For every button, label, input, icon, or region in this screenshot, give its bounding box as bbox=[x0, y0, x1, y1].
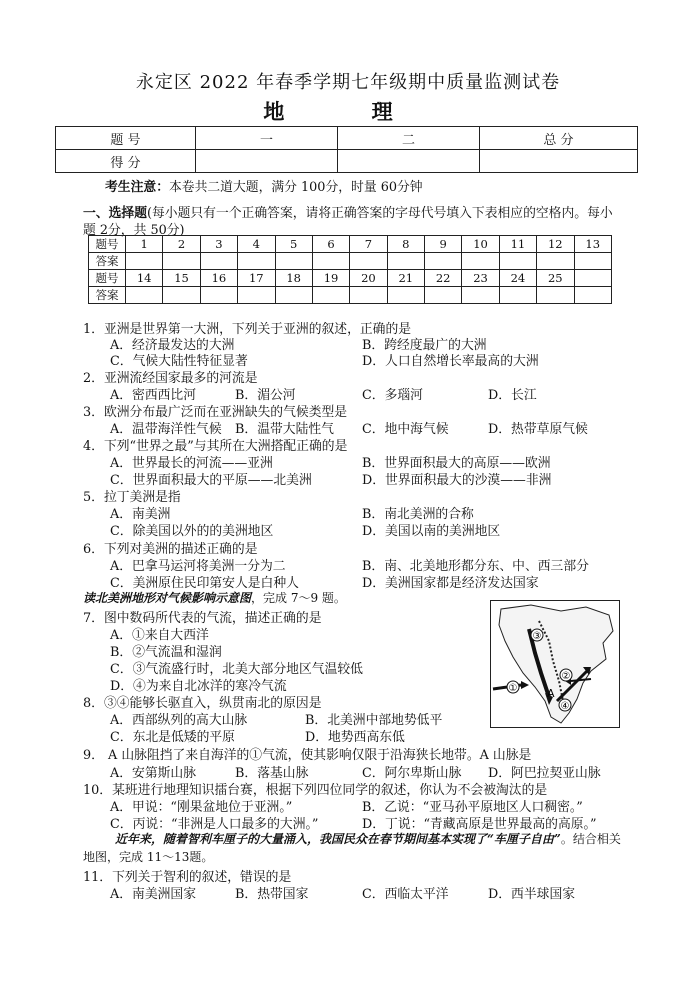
question-stem: 10．某班进行地理知识擂台赛，根据下列四位同学的叙述，你认为不会被淘汰的是 bbox=[83, 783, 548, 798]
answer-cell[interactable] bbox=[462, 287, 499, 304]
score-row-values bbox=[56, 150, 638, 173]
answer-cell[interactable] bbox=[312, 287, 349, 304]
answer-cell[interactable] bbox=[350, 287, 387, 304]
score-cell: 总 分 bbox=[480, 127, 638, 150]
option[interactable]: B．②气流温和湿润 bbox=[110, 645, 222, 660]
option[interactable]: A．密西西比河 bbox=[110, 388, 197, 403]
option[interactable]: B．湄公河 bbox=[235, 388, 296, 403]
exam-notice bbox=[105, 176, 423, 195]
answer-cell[interactable] bbox=[275, 287, 312, 304]
question-stem: 8．③④能够长驱直入，纵贯南北的原因是 bbox=[83, 696, 322, 711]
option[interactable]: B．南北美洲的合称 bbox=[362, 507, 474, 522]
question-stem: 5．拉丁美洲是指 bbox=[83, 490, 181, 505]
instruction-rest: 。结合相关地图，完成 11～13题。 bbox=[83, 832, 621, 864]
question-number-cell: 12 bbox=[537, 236, 574, 253]
option[interactable]: C．多瑙河 bbox=[362, 388, 423, 403]
option[interactable]: B．世界面积最大的高原——欧洲 bbox=[362, 456, 551, 471]
option[interactable]: B．跨经度最广的大洲 bbox=[362, 338, 487, 353]
answer-cell[interactable] bbox=[126, 253, 163, 270]
option[interactable]: C．气候大陆性特征显著 bbox=[110, 354, 248, 369]
score-row-header bbox=[56, 127, 638, 150]
answer-cell[interactable] bbox=[425, 253, 462, 270]
score-cell: 二 bbox=[338, 127, 480, 150]
question-stem: 4．下列“世界之最”与其所在大洲搭配正确的是 bbox=[83, 439, 348, 454]
option[interactable]: D．西半球国家 bbox=[488, 887, 576, 902]
option[interactable]: D．世界面积最大的沙漠——非洲 bbox=[362, 473, 552, 488]
label-1: ① bbox=[508, 683, 518, 694]
instruction-7-9 bbox=[83, 589, 346, 606]
answer-cell[interactable] bbox=[462, 253, 499, 270]
label-2: ② bbox=[561, 671, 571, 682]
option[interactable]: B．热带国家 bbox=[235, 887, 309, 902]
score-input-cell[interactable] bbox=[338, 150, 480, 173]
option[interactable]: A．①来自大西洋 bbox=[110, 628, 209, 643]
answer-cell[interactable] bbox=[238, 287, 275, 304]
answer-number-row bbox=[89, 270, 612, 287]
question-number-cell: 13 bbox=[574, 236, 612, 253]
row-label: 答案 bbox=[89, 253, 126, 270]
question-number-cell: 4 bbox=[238, 236, 275, 253]
answer-cell[interactable] bbox=[574, 253, 612, 270]
answer-input-row bbox=[89, 253, 612, 270]
section-desc: (每小题只有一个正确答案，请将正确答案的字母代号填入下表相应的空格内。每小题 2分，共 50分) bbox=[83, 206, 613, 238]
question-number-cell: 11 bbox=[499, 236, 536, 253]
answer-cell[interactable] bbox=[387, 287, 424, 304]
north-america-climate-map bbox=[490, 600, 620, 728]
option[interactable]: D．热带草原气候 bbox=[488, 422, 588, 437]
question-number-cell: 17 bbox=[238, 270, 275, 287]
option[interactable]: C．地中海气候 bbox=[362, 422, 449, 437]
option[interactable]: D．地势西高东低 bbox=[305, 730, 405, 745]
answer-cell[interactable] bbox=[499, 253, 536, 270]
question-number-cell: 18 bbox=[275, 270, 312, 287]
option[interactable]: A．西部纵列的高大山脉 bbox=[110, 713, 248, 728]
question-number-cell: 1 bbox=[126, 236, 163, 253]
option[interactable]: A．经济最发达的大洲 bbox=[110, 338, 235, 353]
question-number-cell: 7 bbox=[350, 236, 387, 253]
subject-title: 地 理 bbox=[263, 99, 433, 124]
empty-cell bbox=[574, 270, 612, 287]
answer-cell[interactable] bbox=[275, 253, 312, 270]
option[interactable]: D．美国以南的美洲地区 bbox=[362, 524, 501, 539]
question-number-cell: 10 bbox=[462, 236, 499, 253]
answer-cell[interactable] bbox=[537, 253, 574, 270]
instruction-bold: 近年来，随着智利车厘子的大量涌入，我国民众在春节期间基本实现了“车厘子自由” bbox=[115, 832, 561, 846]
instruction-bold: 读北美洲地形对气候影响示意图 bbox=[83, 591, 252, 605]
question-stem: 9． A 山脉阻挡了来自海洋的①气流，使其影响仅限于沿海狭长地带。A 山脉是 bbox=[83, 748, 532, 763]
row-label: 题号 bbox=[89, 236, 126, 253]
option[interactable]: A．温带海洋性气候 bbox=[110, 422, 222, 437]
answer-input-row bbox=[89, 287, 612, 304]
section-heading bbox=[83, 205, 623, 239]
question-number-cell: 9 bbox=[425, 236, 462, 253]
answer-cell[interactable] bbox=[163, 253, 200, 270]
option[interactable]: C．阿尔卑斯山脉 bbox=[362, 766, 462, 781]
question-number-cell: 5 bbox=[275, 236, 312, 253]
option[interactable]: C．世界面积最大的平原——北美洲 bbox=[110, 473, 312, 488]
option[interactable]: C．东北是低矮的平原 bbox=[110, 730, 235, 745]
question-stem: 11．下列关于智利的叙述，错误的是 bbox=[83, 870, 292, 885]
option[interactable]: B．南、北美地形都分东、中、西三部分 bbox=[362, 559, 589, 574]
option[interactable]: C．西临太平洋 bbox=[362, 887, 449, 902]
score-input-cell[interactable] bbox=[480, 150, 638, 173]
option[interactable]: C．除美国以外的的美洲地区 bbox=[110, 524, 274, 539]
answer-cell[interactable] bbox=[350, 253, 387, 270]
option[interactable]: A．世界最长的河流——亚洲 bbox=[110, 456, 273, 471]
answer-cell[interactable] bbox=[312, 253, 349, 270]
answer-cell[interactable] bbox=[126, 287, 163, 304]
question-number-cell: 25 bbox=[537, 270, 574, 287]
option[interactable]: C．美洲原住民印第安人是白种人 bbox=[110, 576, 299, 591]
option[interactable]: A．南美洲 bbox=[110, 507, 171, 522]
answer-cell[interactable] bbox=[537, 287, 574, 304]
map-graphic bbox=[491, 601, 619, 727]
question-number-cell: 21 bbox=[387, 270, 424, 287]
question-number-cell: 24 bbox=[499, 270, 536, 287]
option[interactable]: A．甲说：“刚果盆地位于亚洲。” bbox=[110, 800, 293, 815]
answer-number-row bbox=[89, 236, 612, 253]
notice-text: 本卷共二道大题，满分 100分，时量 60分钟 bbox=[168, 180, 423, 195]
question-number-cell: 14 bbox=[126, 270, 163, 287]
option[interactable]: A．安第斯山脉 bbox=[110, 766, 197, 781]
option[interactable]: D．丁说：“青藏高原是世界最高的高原。” bbox=[362, 817, 597, 832]
question-number-cell: 6 bbox=[312, 236, 349, 253]
question-number-cell: 23 bbox=[462, 270, 499, 287]
option[interactable]: C．丙说：“非洲是人口最多的大洲。” bbox=[110, 817, 319, 832]
question-stem: 1．亚洲是世界第一大洲，下列关于亚洲的叙述，正确的是 bbox=[83, 322, 412, 337]
question-stem: 2．亚洲流经国家最多的河流是 bbox=[83, 371, 258, 386]
answer-cell[interactable] bbox=[387, 253, 424, 270]
question-stem: 3．欧洲分布最广泛而在亚洲缺失的气候类型是 bbox=[83, 405, 348, 420]
option[interactable]: A．南美洲国家 bbox=[110, 887, 197, 902]
label-A: A bbox=[547, 687, 555, 700]
score-cell: 题 号 bbox=[56, 127, 196, 150]
label-3: ③ bbox=[532, 631, 542, 642]
option[interactable]: C．③气流盛行时，北美大部分地区气温较低 bbox=[110, 662, 363, 677]
answer-cell[interactable] bbox=[425, 287, 462, 304]
answer-cell[interactable] bbox=[238, 253, 275, 270]
empty-cell bbox=[574, 287, 612, 304]
option[interactable]: A．巴拿马运河将美洲一分为二 bbox=[110, 559, 286, 574]
question-number-cell: 16 bbox=[200, 270, 237, 287]
option[interactable]: B．乙说：“亚马孙平原地区人口稠密。” bbox=[362, 800, 583, 815]
instruction-rest: ，完成 7～9 题。 bbox=[251, 591, 346, 605]
question-number-cell: 15 bbox=[163, 270, 200, 287]
score-cell: 得 分 bbox=[56, 150, 196, 173]
question-stem: 7．图中数码所代表的气流，描述正确的是 bbox=[83, 611, 322, 626]
question-number-cell: 8 bbox=[387, 236, 424, 253]
option[interactable]: B．北美洲中部地势低平 bbox=[305, 713, 443, 728]
continent-outline bbox=[499, 605, 613, 723]
answer-cell[interactable] bbox=[499, 287, 536, 304]
question-stem: 6．下列对美洲的描述正确的是 bbox=[83, 542, 258, 557]
label-4: ④ bbox=[560, 701, 570, 712]
section-title: 一、选择题 bbox=[83, 206, 147, 221]
answer-cell[interactable] bbox=[200, 253, 237, 270]
question-number-cell: 22 bbox=[425, 270, 462, 287]
answer-cell[interactable] bbox=[200, 287, 237, 304]
option[interactable]: D．阿巴拉契亚山脉 bbox=[488, 766, 601, 781]
option[interactable]: D．人口自然增长率最高的大洲 bbox=[362, 354, 539, 369]
option[interactable]: D．④为来自北冰洋的寒冷气流 bbox=[110, 679, 287, 694]
notice-label: 考生注意： bbox=[105, 180, 169, 195]
question-number-cell: 19 bbox=[312, 270, 349, 287]
arrow-1-head bbox=[521, 681, 529, 689]
option[interactable]: D．长江 bbox=[488, 388, 537, 403]
option[interactable]: B．落基山脉 bbox=[235, 766, 309, 781]
score-cell: 一 bbox=[196, 127, 338, 150]
score-table bbox=[55, 126, 638, 173]
exam-title: 永定区 2022 年春季学期七年级期中质量监测试卷 bbox=[135, 72, 561, 93]
question-number-cell: 20 bbox=[350, 270, 387, 287]
row-label: 答案 bbox=[89, 287, 126, 304]
question-number-cell: 3 bbox=[200, 236, 237, 253]
option[interactable]: B．温带大陆性气 bbox=[235, 422, 334, 437]
answer-cell[interactable] bbox=[163, 287, 200, 304]
option[interactable]: D．美洲国家都是经济发达国家 bbox=[362, 576, 539, 591]
instruction-11-13 bbox=[83, 830, 623, 866]
score-input-cell[interactable] bbox=[196, 150, 338, 173]
question-number-cell: 2 bbox=[163, 236, 200, 253]
row-label: 题号 bbox=[89, 270, 126, 287]
answer-table bbox=[88, 235, 612, 304]
